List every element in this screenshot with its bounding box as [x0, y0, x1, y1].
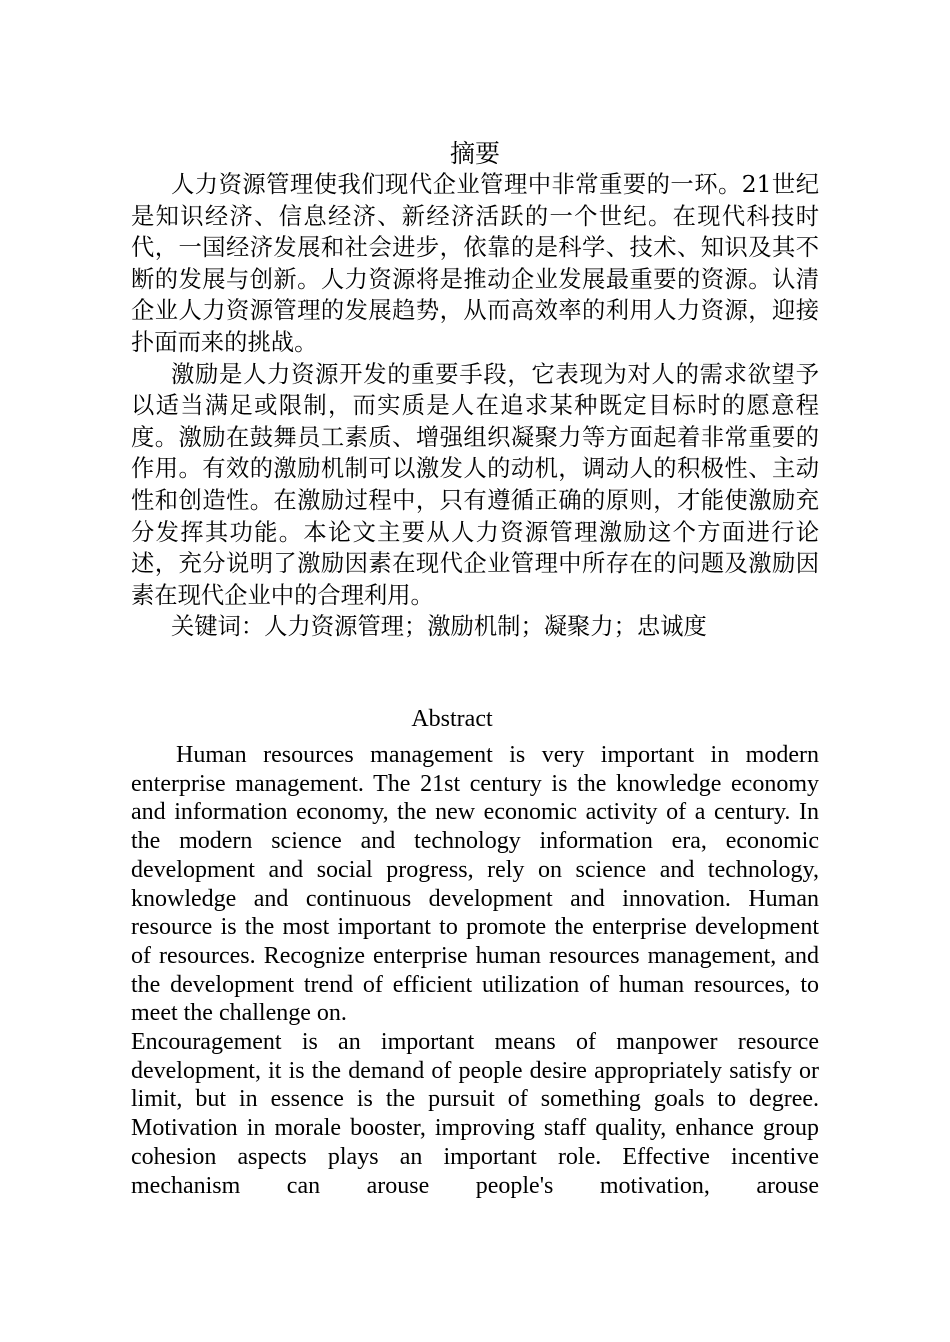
chinese-keywords: 关键词：人力资源管理；激励机制；凝聚力；忠诚度 — [171, 613, 707, 641]
chinese-abstract-title: 摘要 — [449, 139, 500, 168]
english-abstract-title: Abstract — [411, 706, 493, 732]
english-abstract-paragraph-1: Human resources management is very important in modern enterprise management. The 21st century is the knowledge economy and information economy, the new economic activity of a century. In the modern science and technology information era, economic development and social progress, rely on science and technology, knowledge and continuous development and innovation. Human resource is the most important to promote the enterprise development of resources. Recognize enterprise human resources management, and the development trend of efficient utilization of human resources, to meet the challenge on. — [131, 742, 819, 1027]
chinese-abstract-paragraph-2: 激励是人力资源开发的重要手段，它表现为对人的需求欲望予以适当满足或限制，而实质是人在追求某种既定目标时的愿意程度。激励在鼓舞员工素质、增强组织凝聚力等方面起着非常重要的作用。有效的激励机制可以激发人的动机，调动人的积极性、主动性和创造性。在激励过程中，只有遵循正确的原则，才能使激励充分发挥其功能。本论文主要从人力资源管理激励这个方面进行论述，充分说明了激励因素在现代企业管理中所存在的问题及激励因素在现代企业中的合理利用。 — [131, 360, 819, 609]
english-abstract-paragraph-2: Encouragement is an important means of manpower resource development, it is the demand of people desire appropriately satisfy or limit, but in essence is the pursuit of something goals to degree. Motivation in morale booster, improving staff quality, enhance group cohesion aspects plays an important role. Effective incentive mechanism can arouse people's motivation, arouse — [131, 1029, 819, 1199]
chinese-abstract-paragraph-1: 人力资源管理使我们现代企业管理中非常重要的一环。21世纪是知识经济、信息经济、新经济活跃的一个世纪。在现代科技时代，一国经济发展和社会进步，依靠的是科学、技术、知识及其不断的发展与创新。人力资源将是推动企业发展最重要的资源。认清企业人力资源管理的发展趋势，从而高效率的利用人力资源，迎接扑面而来的挑战。 — [131, 171, 819, 356]
chinese-abstract-body — [131, 169, 819, 643]
english-abstract-body — [131, 741, 819, 1200]
